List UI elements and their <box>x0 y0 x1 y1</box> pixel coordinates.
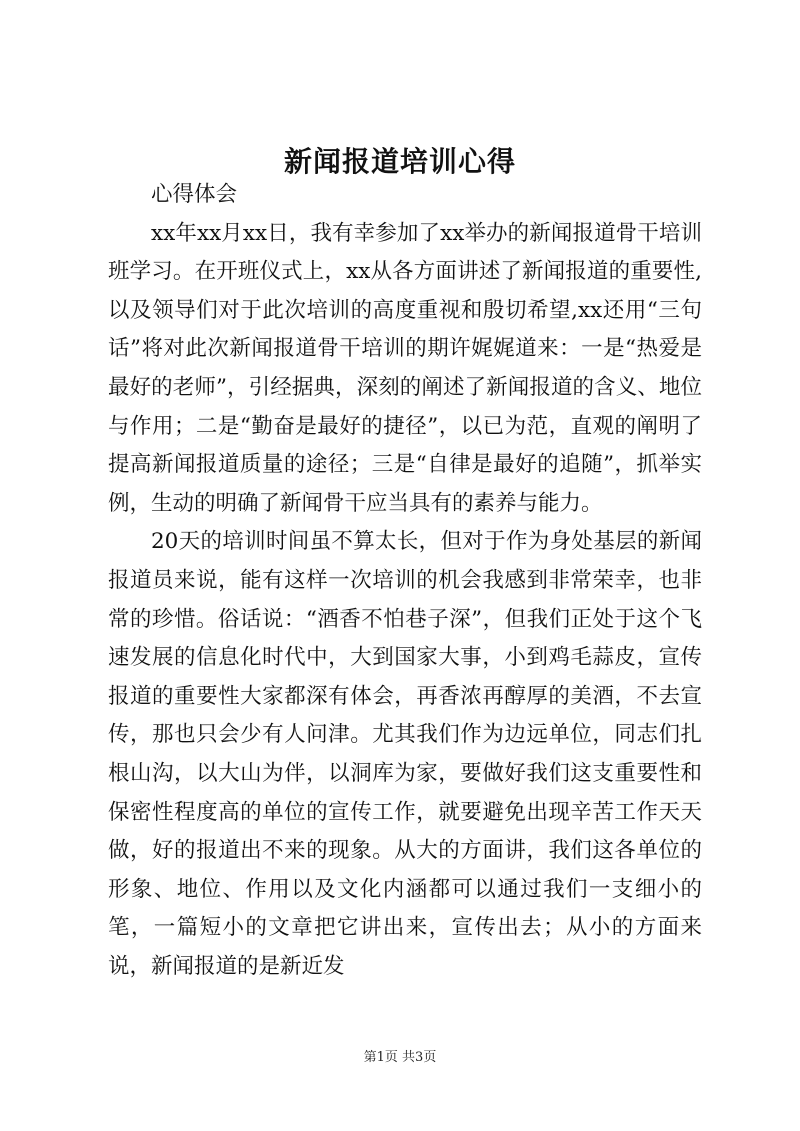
document-title: 新闻报道培训心得 <box>283 145 516 178</box>
page-indicator: 第1页 共3页 <box>363 1050 437 1065</box>
document-body <box>108 176 702 986</box>
paragraph-2: 20天的培训时间虽不算太长，但对于作为身处基层的新闻报道员来说，能有这样一次培训的机会我感到非常荣幸，也非常的珍惜。俗话说：“酒香不怕巷子深”，但我们正处于这个飞速发展的信息化时代中，大到国家大事，小到鸡毛蒜皮，宣传报道的重要性大家都深有体会，再香浓再醇厚的美酒，不去宣传，那也只会少有人问津。尤其我们作为边远单位，同志们扎根山沟，以大山为伴，以洞库为家，要做好我们这支重要性和保密性程度高的单位的宣传工作，就要避免出现辛苦工作天天做，好的报道出不来的现象。从大的方面讲，我们这各单位的形象、地位、作用以及文化内涵都可以通过我们一支细小的笔，一篇短小的文章把它讲出来，宣传出去；从小的方面来说，新闻报道的是新近发 <box>108 529 702 979</box>
paragraph-section-label: 心得体会 <box>151 182 238 207</box>
paragraph-1: xx年xx月xx日，我有幸参加了xx举办的新闻报道骨干培训班学习。在开班仪式上，xx从各方面讲述了新闻报道的重要性,以及领导们对于此次培训的高度重视和殷切希望,xx还用“三句话”将对此次新闻报道骨干培训的期许娓娓道来：一是“热爱是最好的老师”，引经据典，深刻的阐述了新闻报道的含义、地位与作用；二是“勤奋是最好的捷径”，以已为范，直观的阐明了提高新闻报道质量的途径；三是“自律是最好的追随”，抓举实例，生动的明确了新闻骨干应当具有的素养与能力。 <box>108 220 702 516</box>
page-footer <box>0 1048 800 1068</box>
